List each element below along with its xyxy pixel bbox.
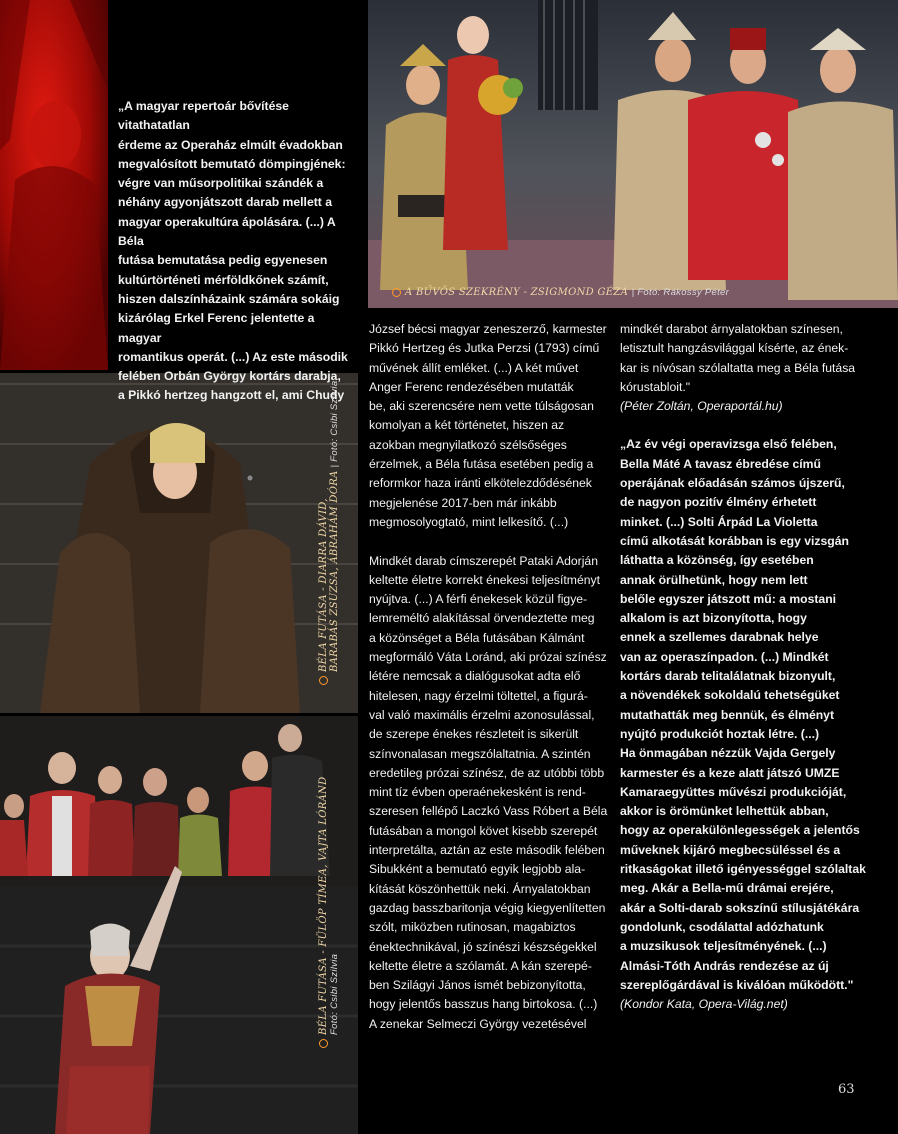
text-line: énektechnikával, jó színészi készségekkel — [369, 939, 597, 954]
text-line: művének állít emléket. (...) A két művet — [369, 360, 579, 375]
caption-bottom — [318, 777, 340, 1048]
text-line: Bella Máté A tavasz ébredése című — [620, 456, 821, 471]
text-line: végre van műsorpolitikai szándék a — [118, 176, 324, 191]
review-column2 — [369, 320, 609, 1034]
text-line: érzelmek, a Béla futása esetében pedig a — [369, 457, 594, 472]
text-line: a növendékek sokoldalú tehetségüket — [620, 688, 840, 703]
text-line: romantikus operát. (...) Az este második — [118, 349, 348, 364]
caption-middle-credit: Fotó: Csibi Szilvia — [329, 380, 340, 462]
text-line: de szerepe énekes részleteit is sikerült — [369, 727, 579, 742]
text-line: kórustabloit." — [620, 379, 691, 394]
text-line: futásában a mongol követ kisebb szerepét — [369, 823, 598, 838]
caption-middle-title: BÉLA FUTÁSA - DIARRA DÁVID, — [318, 498, 329, 672]
text-line: akkor is örömünket lelhettük abban, — [620, 804, 829, 819]
text-line: József bécsi magyar zeneszerző, karmester — [369, 322, 607, 336]
text-line: láthatta a közönség, így esetében — [620, 553, 814, 568]
text-line: minket. (...) Solti Árpád La Violetta — [620, 514, 818, 529]
text-line: azokban megnyilatkozó szélsőséges — [369, 437, 567, 452]
text-line: Kamaraegyüttes művészi produkcióját, — [620, 784, 847, 799]
text-line: Mindkét darab címszerepét Pataki Adorján — [369, 553, 598, 568]
text-line: letisztult hangzásvilággal kísérte, az ének- — [620, 341, 849, 356]
text-line: a muzsikusok teljesítményének. (...) — [620, 939, 827, 954]
caption-top-title: A BŰVÖS SZEKRÉNY - ZSIGMOND GÉZA — [405, 287, 629, 298]
text-line: „Az év végi operavizsga első felében, — [620, 437, 837, 452]
text-line: karmester és a keze alatt játszó UMZE — [620, 765, 840, 780]
text-line: hogy jelentős basszus hang birtokosa. (...) — [369, 997, 598, 1012]
photo-bela-futasa-2 — [0, 716, 358, 1134]
text-line: mint tíz évben operaénekesként is rend- — [369, 785, 586, 800]
text-line: mindkét darabot árnyalatokban színesen, — [620, 322, 843, 336]
text-line: ritkaságokat illető igényességgel szólaltak — [620, 862, 866, 877]
quote-opera-column1 — [118, 97, 358, 406]
text-line: belőle egyszer játszott mű: a mostani — [620, 591, 837, 606]
text-line: kítását köszönhettük neki. Árnyalatokban — [369, 881, 591, 896]
text-line: gondolunk, csodálattal adózhatunk — [620, 919, 824, 934]
text-line: színvonalasan megszólaltatnia. A szintén — [369, 746, 591, 761]
text-line: megformáló Váta Loránd, aki prózai színész — [369, 650, 607, 665]
page-number: 63 — [838, 1082, 855, 1097]
text-line: a közönséget a Béla futásában Kálmánt — [369, 630, 585, 645]
text-line: keltette életre a szólamát. A kán szerepé- — [369, 958, 592, 973]
caption-top-credit: Fotó: Rákossy Péter — [637, 287, 730, 298]
text-line: néhány agyonjátszott darab mellett a — [118, 195, 333, 210]
text-line: Almási-Tóth András rendezése az új — [620, 958, 829, 973]
text-line: meg. Akár a Bella-mű drámai erejére, — [620, 881, 834, 896]
review-column3 — [620, 320, 882, 1014]
text-line: a Pikkó hertzeg hangzott el, ami Chudy — [118, 388, 345, 403]
text-line: érdeme az Operaház elmúlt évadokban — [118, 137, 343, 152]
text-line: Pikkó Hertzeg és Jutka Perzsi (1793) című — [369, 341, 600, 356]
text-line: van az operaszínpadon. (...) Mindkét — [620, 649, 829, 664]
text-line: de nagyon pozitív élmény érhetett — [620, 495, 817, 510]
caption-middle: BÉLA FUTÁSA - DIARRA DÁVID, BARABÁS ZSUZSA, ÁBRAHÁM DÓRA | Fotó: Csibi Szilvia — [318, 381, 340, 685]
caption-middle-title2: BARABÁS ZSUZSA, ÁBRAHÁM DÓRA — [329, 470, 340, 672]
text-line: operájának előadásán számos újszerű, — [620, 476, 845, 491]
text-line: hogy az operakülönlegességek a jelentős — [620, 823, 860, 838]
text-line: szereplőgárdával is kiválóan működött." — [620, 977, 854, 992]
text-line — [369, 532, 609, 551]
text-line: magyar operakultúra ápolására. (...) A Béla — [118, 214, 336, 249]
text-line: be, aki szerencsére nem vette túlságosan — [369, 399, 594, 414]
text-line: lemreméltó alakítással örvendeztette meg — [369, 611, 595, 626]
text-line: megmosolyogtató, mint lelkesítő. (...) — [369, 514, 569, 529]
text-line: mutathatták meg bennük, és élményt — [620, 707, 835, 722]
text-line: Anger Ferenc rendezésében mutatták — [369, 379, 574, 394]
text-line: kultúrtörténeti mérföldkőnek számít, — [118, 272, 329, 287]
text-line: létére nemcsak a dialógusokat adta elő — [369, 669, 581, 684]
text-line: eredetileg prózai színész, de az utóbbi több — [369, 765, 605, 780]
photo-bizarre-wardrobe — [368, 0, 898, 308]
text-line: kortárs darab telitalálatnak bizonyult, — [620, 669, 836, 684]
text-line: reformkor haza iránti elkötelezdődésének — [369, 476, 592, 491]
text-line: Sibukként a bemutató egyik legjobb ala- — [369, 862, 586, 877]
caption-bottom-title: BÉLA FUTÁSA - FÜLÖP TÍMEA, VAJTA LÓRÁND — [318, 776, 329, 1035]
caption-bottom-credit: Fotó: Csibi Szilvia — [329, 953, 340, 1035]
text-line: című alkotását korábban is egy vizsgán — [620, 533, 849, 548]
caption-bullet-icon — [319, 1039, 328, 1048]
text-line: szeresen fellépő Laczkó Vass Róbert a Béla — [369, 804, 608, 819]
caption-bullet-icon — [392, 288, 401, 297]
source-operaportal: (Péter Zoltán, Operaportál.hu) — [620, 399, 783, 414]
text-line: val való maximális érzelmi azonosulással, — [369, 707, 595, 722]
text-line: megvalósított bemutató dömpingjének: — [118, 156, 346, 171]
text-line: hiszen dalszínházaink számára sokáig — [118, 291, 340, 306]
photo-red-figure — [0, 0, 108, 370]
text-line: ennek a szellemes darabnak helye — [620, 630, 819, 645]
text-line: megjelenése 2017-ben már inkább — [369, 495, 557, 510]
text-line: nyújtó produkciót hoztak létre. (...) — [620, 726, 820, 741]
text-line: akár a Solti-darab sokszínű stílusjátékára — [620, 900, 860, 915]
text-line: ben Szilágyi János ismét bebizonyította, — [369, 978, 586, 993]
text-line: futása bemutatása pedig egyenesen — [118, 253, 328, 268]
source-opera-vilag: (Kondor Kata, Opera-Világ.net) — [620, 997, 788, 1012]
text-line: nyújtva. (...) A férfi énekesek közül figye- — [369, 592, 588, 607]
text-line: A zenekar Selmeczi György vezetésével — [369, 1016, 587, 1031]
caption-bullet-icon — [319, 676, 328, 685]
text-line: annak örülhetünk, hogy nem lett — [620, 572, 808, 587]
text-line: komolyan a két történetet, hiszen az — [369, 418, 565, 433]
text-line: hitelesen, nagy érzelmi töltettel, a figurá- — [369, 688, 588, 703]
text-line: Ha önmagában nézzük Vajda Gergely — [620, 746, 836, 761]
text-line: alkalom is azt bizonyította, hogy — [620, 611, 807, 626]
text-line: műveknek kijáró megbecsüléssel és a — [620, 842, 841, 857]
text-line: kizárólag Erkel Ferenc jelentette a magyar — [118, 311, 315, 345]
text-line: keltette életre korrekt énekesi teljesítményt — [369, 572, 600, 587]
text-line: „A magyar repertoár bővítése vitathatatlan — [118, 99, 289, 133]
text-line: szólt, miközben rutinosan, magabiztos — [369, 920, 576, 935]
text-line: gazdag basszbaritonja végig kiegyenlítetten — [369, 900, 606, 915]
text-line: kar is nívósan szólaltatta meg a Béla futása — [620, 360, 856, 375]
caption-top: A BŰVÖS SZEKRÉNY - ZSIGMOND GÉZA | Fotó: Rákossy Péter — [392, 287, 729, 298]
photo-bela-futasa-1 — [0, 373, 358, 713]
text-line: interpretálta, aztán az este második felében — [369, 843, 605, 858]
text-line: felében Orbán György kortárs darabja, — [118, 369, 341, 384]
